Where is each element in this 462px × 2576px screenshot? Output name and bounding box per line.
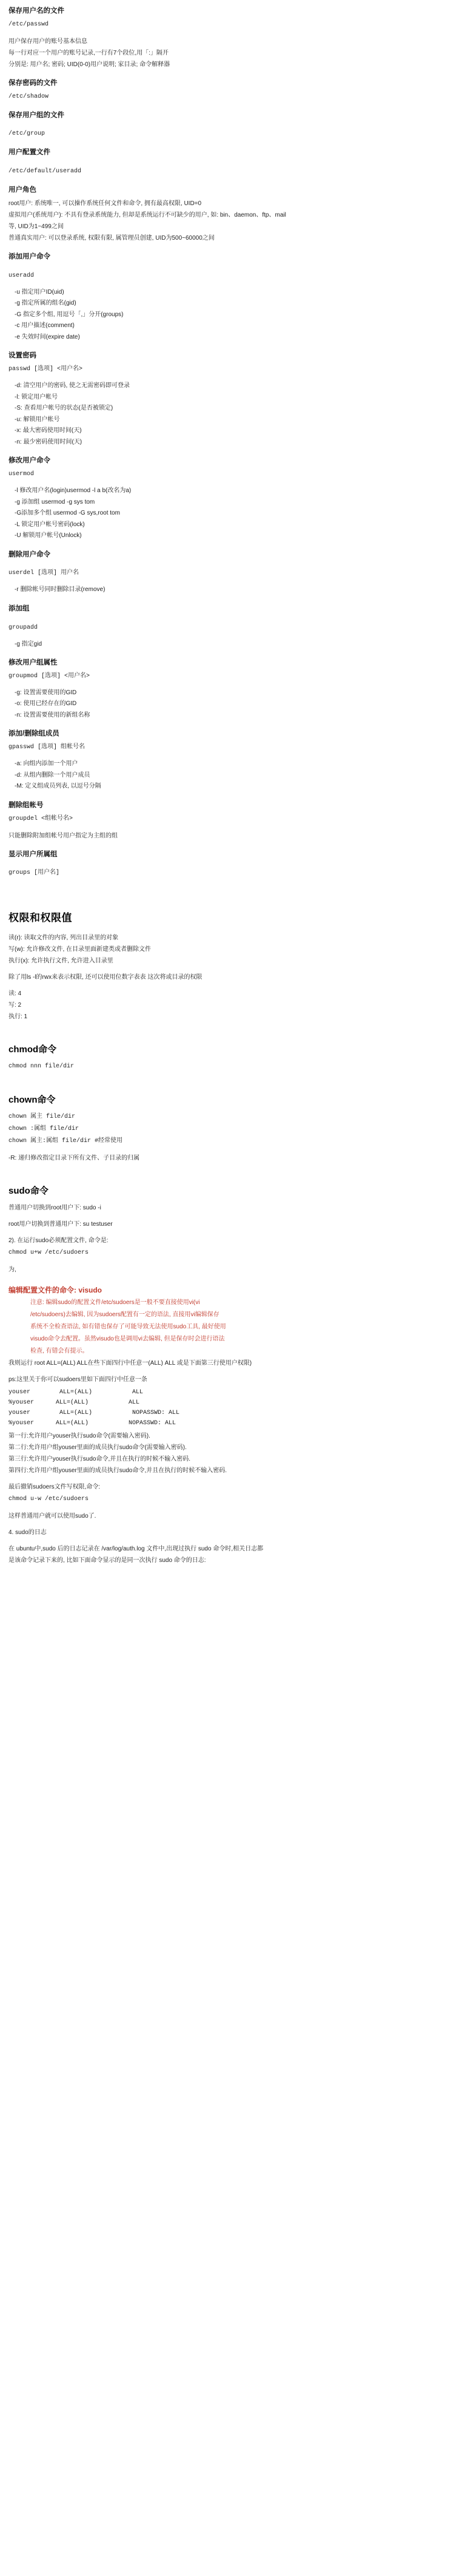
permissions-body	[8, 933, 454, 1022]
spacer	[8, 754, 454, 758]
text-line: 读: 4	[8, 990, 22, 997]
spacer	[8, 862, 454, 866]
spacer	[8, 32, 454, 35]
text-line: 4. sudo的日志	[8, 1529, 47, 1536]
sudoers-rule-row: %youser ALL=(ALL) NOPASSWD: ALL	[8, 1420, 176, 1427]
option-line: -S: 查看用户帐号的状态(是否被锁定)	[15, 405, 113, 412]
spacer	[8, 1023, 454, 1032]
spacer	[8, 967, 454, 971]
visudo-warning-line: 检查, 有错会有提示。	[30, 1348, 89, 1355]
option-line: -x: 最大密码使用时间(天)	[15, 427, 82, 434]
code-line: chmod nnn file/dir	[8, 1063, 75, 1070]
text-line: 写(w): 允许修改文件, 在目录里面新建类或者删除文件	[8, 945, 151, 953]
section-heading-groups: 显示用户所属组	[8, 850, 58, 858]
sudoers-rule-note: 第二行:允许用户组youser里面的成员执行sudo命令(需要输入密码).	[8, 1444, 187, 1452]
spacer	[8, 481, 454, 485]
option-line: -g 指定所属的组名(gid)	[15, 300, 76, 307]
code-line: groups [用户名]	[8, 870, 60, 877]
section-heading-groupmod: 修改用户组属性	[8, 659, 58, 667]
spacer	[8, 683, 454, 687]
chown-body	[8, 1112, 454, 1163]
section-body-gpasswd	[8, 742, 454, 792]
option-line: -r 删除帐号同时删除目录(remove)	[15, 586, 105, 593]
spacer	[8, 1523, 454, 1526]
visudo-warning	[8, 1297, 454, 1357]
spacer	[8, 635, 454, 638]
visudo-warning-line: 系统不全检查语法, 如有错也保存了可能导致无法使用sudo工具, 最好使用	[30, 1323, 226, 1331]
visudo-warning-line: visudo命令去配置。虽然visudo也是调用vi去编辑, 但是保存时会进行语法	[30, 1336, 225, 1343]
option-line: -G添加多个组 usermod -G sys,root tom	[15, 510, 120, 516]
section-body-group	[8, 123, 454, 139]
code-line: /etc/group	[8, 130, 45, 138]
option-line: -L 锁定用户帐号密码(lock)	[15, 521, 85, 528]
sudoers-rule-note: 第四行:允许用户组youser里面的成员执行sudo命令,并且在执行的时候不输入密码.	[8, 1467, 227, 1475]
spacer	[8, 984, 454, 987]
text-line: 用户保存用户的账号基本信息	[8, 38, 87, 45]
spacer	[8, 1539, 454, 1543]
text-line: 普通真实用户: 可以登录系统, 权限有限, 属管理员创建, UID为500~60000之间	[8, 235, 215, 242]
code-line: groupmod [选项] <用户名>	[8, 672, 90, 680]
option-line: -n: 最少密码使用时间(天)	[15, 438, 82, 445]
text-line: 是该命令记录下来的, 比如下面命令显示的是同一次执行 sudo 命令的日志:	[8, 1557, 206, 1564]
code-line: groupdel <组帐号名>	[8, 815, 73, 822]
section-body-useradd-conf	[8, 161, 454, 177]
spacer	[8, 1477, 454, 1481]
code-line: chmod u-w /etc/sudoers	[8, 1496, 89, 1503]
text-line: 除了用ls -l的rwx来表示权限, 还可以使用位数字表表 这次将或目录的权限	[8, 973, 203, 981]
sudoers-rules-table	[8, 1387, 454, 1428]
spacer	[8, 826, 454, 830]
spacer	[8, 617, 454, 621]
text-line: 分别是: 用户名; 密码; UID(0-0)用户说明; 家目录; 命令解释器	[8, 61, 170, 68]
option-line: -l: 锁定用户帐号	[15, 393, 58, 401]
code-line: /etc/shadow	[8, 93, 49, 100]
section-heading-shadow: 保存密码的文件	[8, 79, 58, 87]
chown-title: chown命令	[8, 1094, 56, 1105]
sudo-body	[8, 1203, 454, 1275]
option-line: -a: 向组内添加一个用户	[15, 760, 78, 768]
visudo-warning-line: 注意: 编辑sudo的配置文件/etc/sudoers是一般不要直接使用vi(vi	[30, 1299, 200, 1307]
sudo-title: sudo命令	[8, 1186, 49, 1197]
section-heading-group: 保存用户组的文件	[8, 111, 64, 119]
code-line: /etc/passwd	[8, 21, 49, 28]
sudoers-rule-note: 第一行:允许用户youser执行sudo命令(需要输入密码).	[8, 1433, 150, 1440]
visudo-warning-line: /etc/sudoers)去编辑, 因为sudoers配置有一定的语法, 直接用vi编辑保存	[30, 1311, 219, 1319]
sudoers-rules-notes	[8, 1431, 454, 1476]
spacer	[8, 161, 454, 164]
sudoers-rule-row: youser ALL=(ALL) ALL	[8, 1389, 144, 1396]
option-line: -g 添加组 usermod -g sys tom	[15, 498, 95, 505]
sudoers-rule-row: %youser ALL=(ALL) ALL	[8, 1399, 140, 1407]
spacer	[8, 880, 454, 896]
section-heading-groupadd: 添加组	[8, 604, 30, 612]
option-line: -M: 定义组成员列表, 以逗号分隔	[15, 783, 101, 790]
text-line: 执行(x): 允许执行文件, 允许进入目录里	[8, 957, 113, 964]
code-line: usermod	[8, 471, 35, 478]
code-line: userdel [选项] 用户名	[8, 570, 79, 577]
section-body-roles	[8, 198, 454, 243]
option-line: -o: 使用已经存在的GID	[15, 700, 77, 708]
text-line: 每一行对应一个用户的账号记录,一行有7个段位,用「:」隔开	[8, 49, 169, 56]
visudo-title: 编辑配置文件的命令: visudo	[8, 1286, 102, 1295]
option-line: -u: 解锁用户帐号	[15, 416, 60, 423]
spacer	[8, 1231, 454, 1234]
text-line: 执行: 1	[8, 1013, 28, 1020]
section-heading-useradd: 添加用户命令	[8, 253, 50, 261]
option-line: -l 修改用户名(login)usermod -l a b(改名为a)	[15, 487, 132, 494]
section-body-passwd-cmd	[8, 364, 454, 447]
spacer	[8, 283, 454, 286]
section-heading-passwd: 保存用户名的文件	[8, 7, 64, 15]
section-heading-roles: 用户角色	[8, 186, 36, 194]
code-line: groupadd	[8, 624, 38, 631]
section-body-shadow	[8, 92, 454, 102]
code-line: /etc/default/useradd	[8, 168, 82, 175]
spacer	[8, 376, 454, 380]
text-line: -R: 递归修改指定目录下所有文件、子目录的归属	[8, 1155, 140, 1162]
spacer	[8, 1165, 454, 1173]
section-body-groups	[8, 862, 454, 878]
sudoers-rule-note: 第三行:允许用户youser执行sudo命令,并且在执行的时候不输入密码.	[8, 1456, 191, 1463]
text-line: 虚拟用户(系统用户): 不具有登录系统能力, 但却是系统运行不可缺少的用户, 如: bin、daemon、ftp、mail	[8, 212, 286, 219]
section-heading-passwd-cmd: 设置密码	[8, 352, 36, 360]
text-line: 读(r): 读取文件的内容, 列出目录里的对象	[8, 934, 119, 941]
code-line: chmod u+w /etc/sudoers	[8, 1249, 89, 1257]
code-line: chown 属主:属组 file/dir #经常使用	[8, 1138, 123, 1145]
spacer	[8, 1370, 454, 1373]
section-heading-usermod: 修改用户命令	[8, 457, 50, 465]
option-line: -d: 清空用户的密码, 使之无需密码即可登录	[15, 382, 130, 390]
text-line: root用户切换到普通用户下: su testuser	[8, 1221, 113, 1228]
text-line: 2). 在运行sudo必须配置文件, 命令是:	[8, 1237, 109, 1245]
section-body-groupmod	[8, 671, 454, 721]
code-line: useradd	[8, 272, 35, 279]
option-line: -e 失效时间(expire date)	[15, 333, 80, 340]
spacer	[8, 563, 454, 566]
option-line: -n: 设置需要使用的新组名称	[15, 711, 90, 718]
text-line: root用户: 系统唯一, 可以操作系统任何文件和命令, 拥有最高权限, UID=0	[8, 200, 202, 208]
section-heading-userdel: 删除用户命令	[8, 550, 50, 558]
text-line: 写: 2	[8, 1001, 22, 1009]
section-body-useradd	[8, 265, 454, 343]
chmod-body	[8, 1061, 454, 1072]
code-line: passwd [选项] <用户名>	[8, 366, 83, 373]
section-body-groupdel	[8, 814, 454, 841]
option-line: -u 指定用户ID(uid)	[15, 288, 64, 296]
text-line: 为,	[8, 1266, 16, 1274]
option-line: -d: 从组内删除一个用户成员	[15, 771, 90, 779]
text-line: 只能删除附加组帐号用户指定为主组的组	[8, 832, 118, 839]
sudo-log-body	[8, 1482, 454, 1566]
sudoers-rule-row: youser ALL=(ALL) NOPASSWD: ALL	[8, 1410, 180, 1417]
text-line: 我则运行 root ALL=(ALL) ALL在些下面四行中任意一(ALL) ALL 或是下面第三行使用户权限)	[8, 1360, 252, 1367]
permissions-title: 权限和权限值	[8, 912, 72, 924]
spacer	[8, 1073, 454, 1082]
spacer	[8, 1148, 454, 1152]
option-line: -g: 设置需要使用的GID	[15, 689, 77, 696]
section-body-groupadd	[8, 617, 454, 650]
section-heading-gpasswd: 添加/删除组成员	[8, 730, 59, 738]
section-heading-useradd-conf: 用户配置文件	[8, 149, 50, 157]
code-line: gpasswd [选项] 组帐号名	[8, 744, 85, 751]
code-line: chown :属组 file/dir	[8, 1126, 79, 1133]
spacer	[8, 1260, 454, 1263]
text-line: 等, UID为1~499之间	[8, 223, 64, 231]
section-body-userdel	[8, 563, 454, 595]
option-line: -U 解锁用户帐号(Unlock)	[15, 532, 82, 539]
option-line: -g 指定gid	[15, 640, 42, 647]
sections-container	[8, 6, 454, 878]
text-line: 最后撤销sudoers文件写权限,命令:	[8, 1484, 101, 1491]
spacer	[8, 1214, 454, 1218]
code-line: chown 属主 file/dir	[8, 1114, 76, 1121]
spacer	[8, 123, 454, 127]
text-line: 普通用户切换到root用户下: sudo -i	[8, 1205, 101, 1212]
option-line: -c 用户描述(comment)	[15, 322, 75, 330]
visudo-body	[8, 1358, 454, 1385]
text-line: 这样普通用户就可以使用sudo了.	[8, 1513, 96, 1520]
chmod-title: chmod命令	[8, 1044, 57, 1055]
text-line: ps:这里关于你可以sudoers里如下面四行中任意一条	[8, 1376, 147, 1384]
section-body-usermod	[8, 469, 454, 541]
section-heading-groupdel: 删除组帐号	[8, 801, 44, 809]
spacer	[8, 580, 454, 584]
spacer	[8, 1506, 454, 1510]
option-line: -G 指定多个组, 用逗号「,」分开(groups)	[15, 311, 124, 318]
section-body-passwd	[8, 19, 454, 70]
spacer	[8, 265, 454, 269]
text-line: 在 ubuntu中,sudo 后的日志记录在 /var/log/auth.log 文件中,出现过执行 sudo 命令时,相关日志都	[8, 1546, 264, 1553]
